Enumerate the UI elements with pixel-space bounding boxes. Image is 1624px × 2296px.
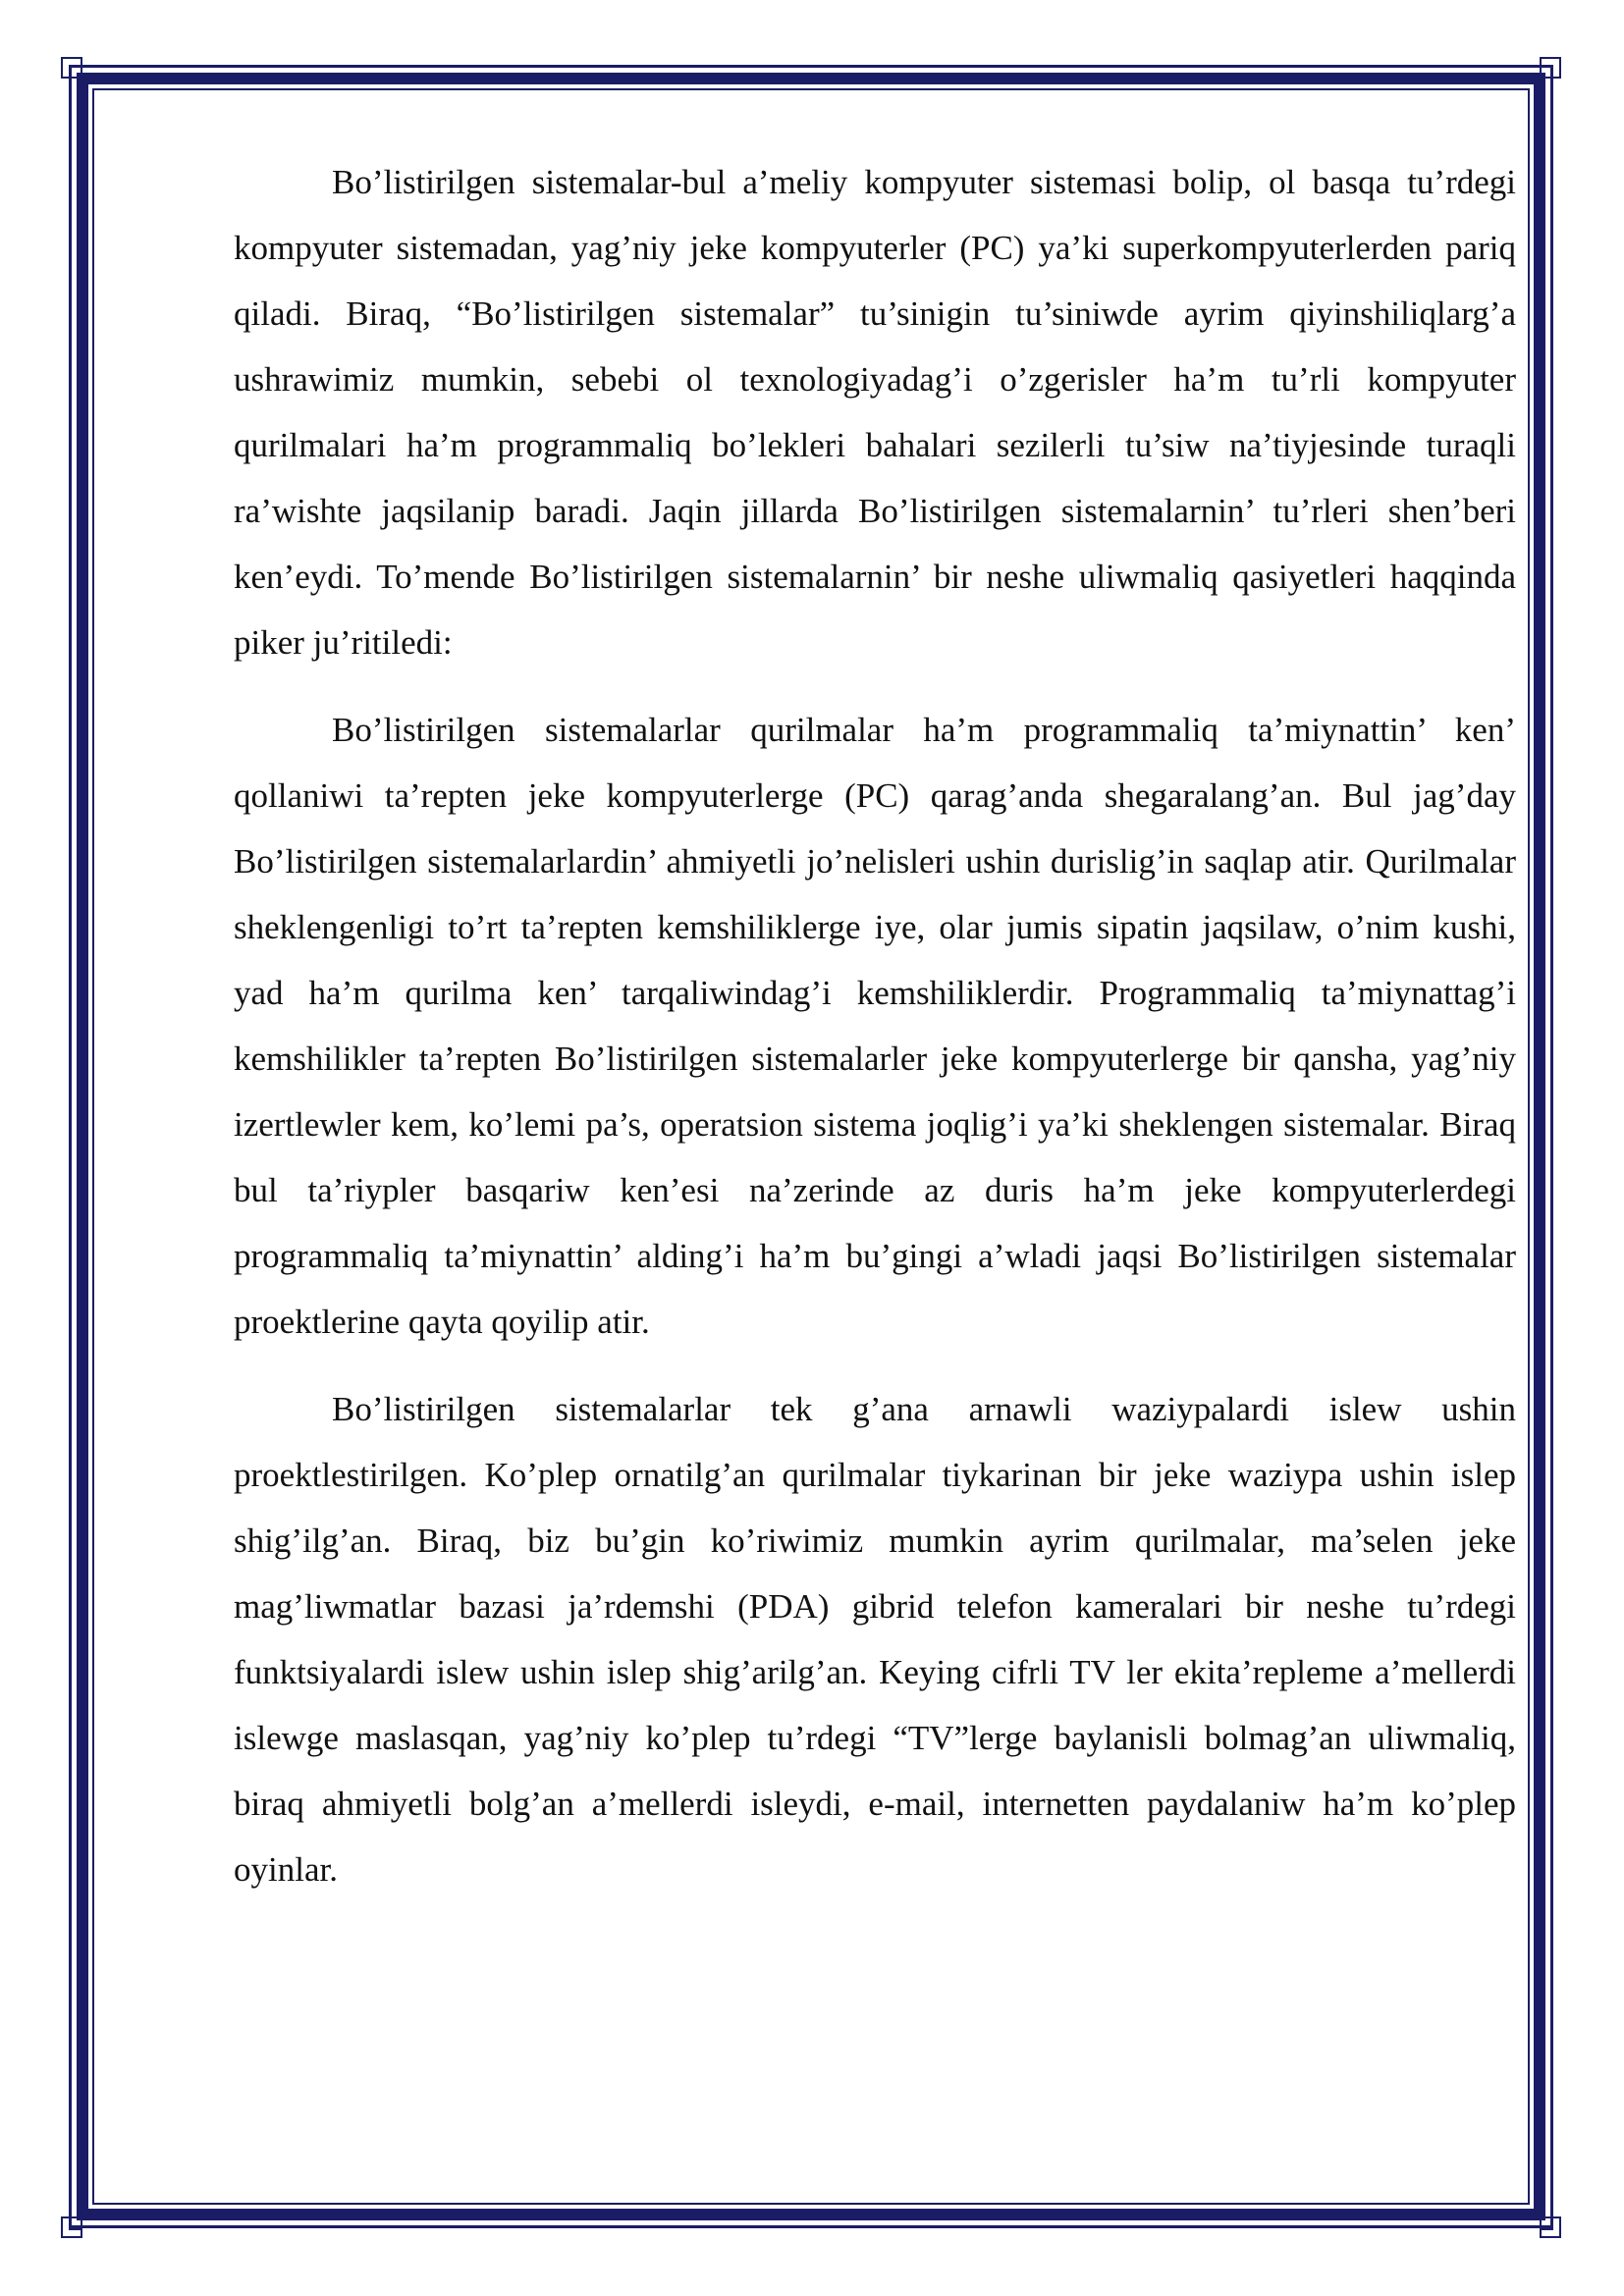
paragraph-2: Bo’listirilgen sistemalarlar qurilmalar ha’m programmaliq ta’miynattin’ ken’ qollaniwi ta’repten jeke kompyuterlerge (PC) qarag’anda shegaralang’an. Bul jag’day Bo’listirilgen sistemalarlardin’ ahmiyetli jo’nelisleri ushin durislig’in saqlap atir. Qurilmalar sheklengenligi to’rt ta’repten kemshiliklerge iye, olar jumis sipatin jaqsilaw, o’nim kushi, yad ha’m qurilma ken’ tarqaliwindag’i kemshiliklerdir. Programmaliq ta’miynattag’i kemshilikler ta’repten Bo’listirilgen sistemalarler jeke kompyuterlerge bir qansha, yag’niy izertlewler kem, ko’lemi pa’s, operatsion sistema joqlig’i ya’ki sheklengen sistemalar. Biraq bul ta’riypler basqariw ken’esi na’zerinde az duris ha’m jeke kompyuterlerdegi programmaliq ta’miynattin’ alding’i ha’m bu’gingi a’wladi jaqsi Bo’listirilgen sistemalar proektlerine qayta qoyilip atir.: [234, 711, 1516, 1341]
document-body: [234, 149, 1516, 1924]
border-corner-bottom-left: [61, 2209, 90, 2238]
border-corner-top-right: [1532, 57, 1561, 86]
paragraph-3: Bo’listirilgen sistemalarlar tek g’ana arnawli waziypalardi islew ushin proektlestirilgen. Ko’plep ornatilg’an qurilmalar tiykarinan bir jeke waziypa ushin islep shig’ilg’an. Biraq, biz bu’gin ko’riwimiz mumkin ayrim qurilmalar, ma’selen jeke mag’liwmatlar bazasi ja’rdemshi (PDA) gibrid telefon kameralari bir neshe tu’rdegi funktsiyalardi islew ushin islep shig’arilg’an. Keying cifrli TV ler ekita’repleme a’mellerdi islewge maslasqan, yag’niy ko’plep tu’rdegi “TV”lerge baylanisli bolmag’an uliwmaliq, biraq ahmiyetli bolg’an a’mellerdi isleydi, e-mail, internetten paydalaniw ha’m ko’plep oyinlar.: [234, 1390, 1516, 1889]
paragraph-1: Bo’listirilgen sistemalar-bul a’meliy kompyuter sistemasi bolip, ol basqa tu’rdegi kompyuter sistemadan, yag’niy jeke kompyuterler (PC) ya’ki superkompyuterlerden pariq qiladi. Biraq, “Bo’listirilgen sistemalar” tu’sinigin tu’siniwde ayrim qiyinshiliqlarg’a ushrawimiz mumkin, sebebi ol texnologiyadag’i o’zgerisler ha’m tu’rli kompyuter qurilmalari ha’m programmaliq bo’lekleri bahalari sezilerli tu’siw na’tiyjesinde turaqli ra’wishte jaqsilanip baradi. Jaqin jillarda Bo’listirilgen sistemalarnin’ tu’rleri shen’beri ken’eydi. To’mende Bo’listirilgen sistemalarnin’ bir neshe uliwmaliq qasiyetleri haqqinda piker ju’ritiledi:: [234, 163, 1516, 662]
border-corner-top-left: [61, 57, 90, 86]
border-corner-bottom-right: [1532, 2209, 1561, 2238]
